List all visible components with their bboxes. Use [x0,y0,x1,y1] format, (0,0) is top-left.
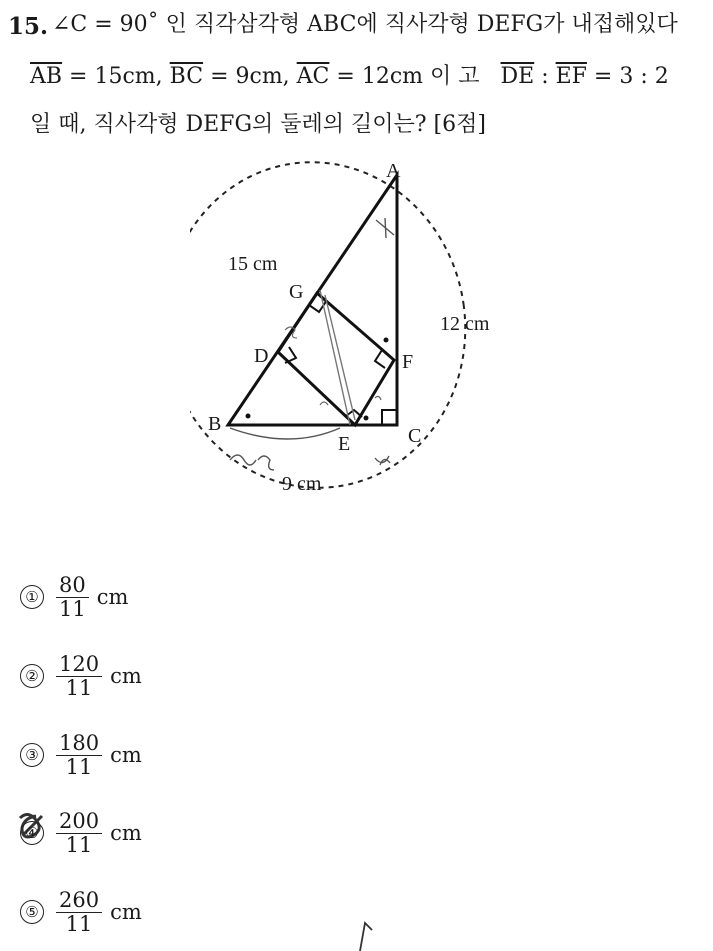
segment-bc: $\overline{BC}$ [169,64,204,89]
triangle-figure [190,160,530,505]
ratio-separator: : [534,64,556,89]
choice-marker: ② [20,664,44,688]
side-length-ac: 12 cm [440,313,490,335]
pencil-scribble-arc [230,428,340,439]
fraction-numerator: 200 [56,810,102,833]
segment-bc-value: = 9cm, [203,64,290,89]
fraction-denominator: 11 [65,754,93,779]
pencil-scribble-a [376,218,394,238]
side-length-bc: 9 cm [282,473,322,495]
question-line-3: 일 때, 직사각형 DEFG의 둘레의 길이는? [6점] [30,112,486,137]
fraction-denominator: 11 [65,911,93,936]
ratio-value: = 3 : 2 [586,64,669,89]
pencil-mark-icon [350,918,380,951]
choice-unit: cm [110,743,142,767]
fraction-denominator: 11 [65,675,93,700]
choice-unit: cm [110,821,142,845]
pencil-scribble-ed [285,327,381,405]
choice-marker: ③ [20,743,44,767]
segment-ac-value: = 12cm 이 고 [329,64,480,89]
pencil-scribble-bc [230,455,390,470]
choice-unit: cm [110,664,142,688]
segment-ab: $\overline{AB}$ [30,64,63,89]
segment-ac: $\overline{AC}$ [296,64,330,89]
angle-dot-f [384,338,389,343]
angle-dot-b [246,414,251,419]
right-angle-c [382,410,397,425]
segment-ab-value: = 15cm, [62,64,163,89]
segment-de: $\overline{DE}$ [500,64,535,89]
fraction-numerator: 120 [56,653,102,676]
fraction-denominator: 11 [59,596,86,621]
choice-5[interactable] [20,882,142,942]
choice-unit: cm [96,585,129,609]
vertex-label-g: G [289,281,304,303]
choice-fraction [56,574,89,619]
choice-fraction [56,889,102,934]
choice-fraction [56,653,102,698]
angle-dot-e [364,416,369,421]
choice-unit: cm [110,900,142,924]
choice-3[interactable] [20,725,142,785]
choice-4[interactable] [20,803,142,863]
fraction-numerator: 180 [56,732,102,755]
segment-ef: $\overline{EF}$ [555,64,587,89]
vertex-label-f: F [402,351,414,373]
choice-marker: ① [20,585,44,609]
choice-1[interactable] [20,567,128,627]
question-line-2 [30,66,669,88]
vertex-label-e: E [338,433,351,455]
fraction-numerator: 260 [56,889,102,912]
question-line-1: ∠C = 90˚ 인 직각삼각형 ABC에 직사각형 DEFG가 내접해있다 [52,12,678,37]
choice-fraction [56,732,102,777]
vertex-label-c: C [408,425,422,447]
vertex-label-a: A [386,160,401,182]
question-number: 15. [8,13,49,40]
choice-marker: ⑤ [20,900,44,924]
fraction-numerator: 80 [56,574,89,597]
choice-fraction [56,810,102,855]
choice-marker: ④ [20,821,44,845]
vertex-label-d: D [254,345,269,367]
vertex-label-b: B [208,413,222,435]
side-length-ab: 15 cm [228,253,278,275]
choice-2[interactable] [20,646,142,706]
fraction-denominator: 11 [65,832,93,857]
